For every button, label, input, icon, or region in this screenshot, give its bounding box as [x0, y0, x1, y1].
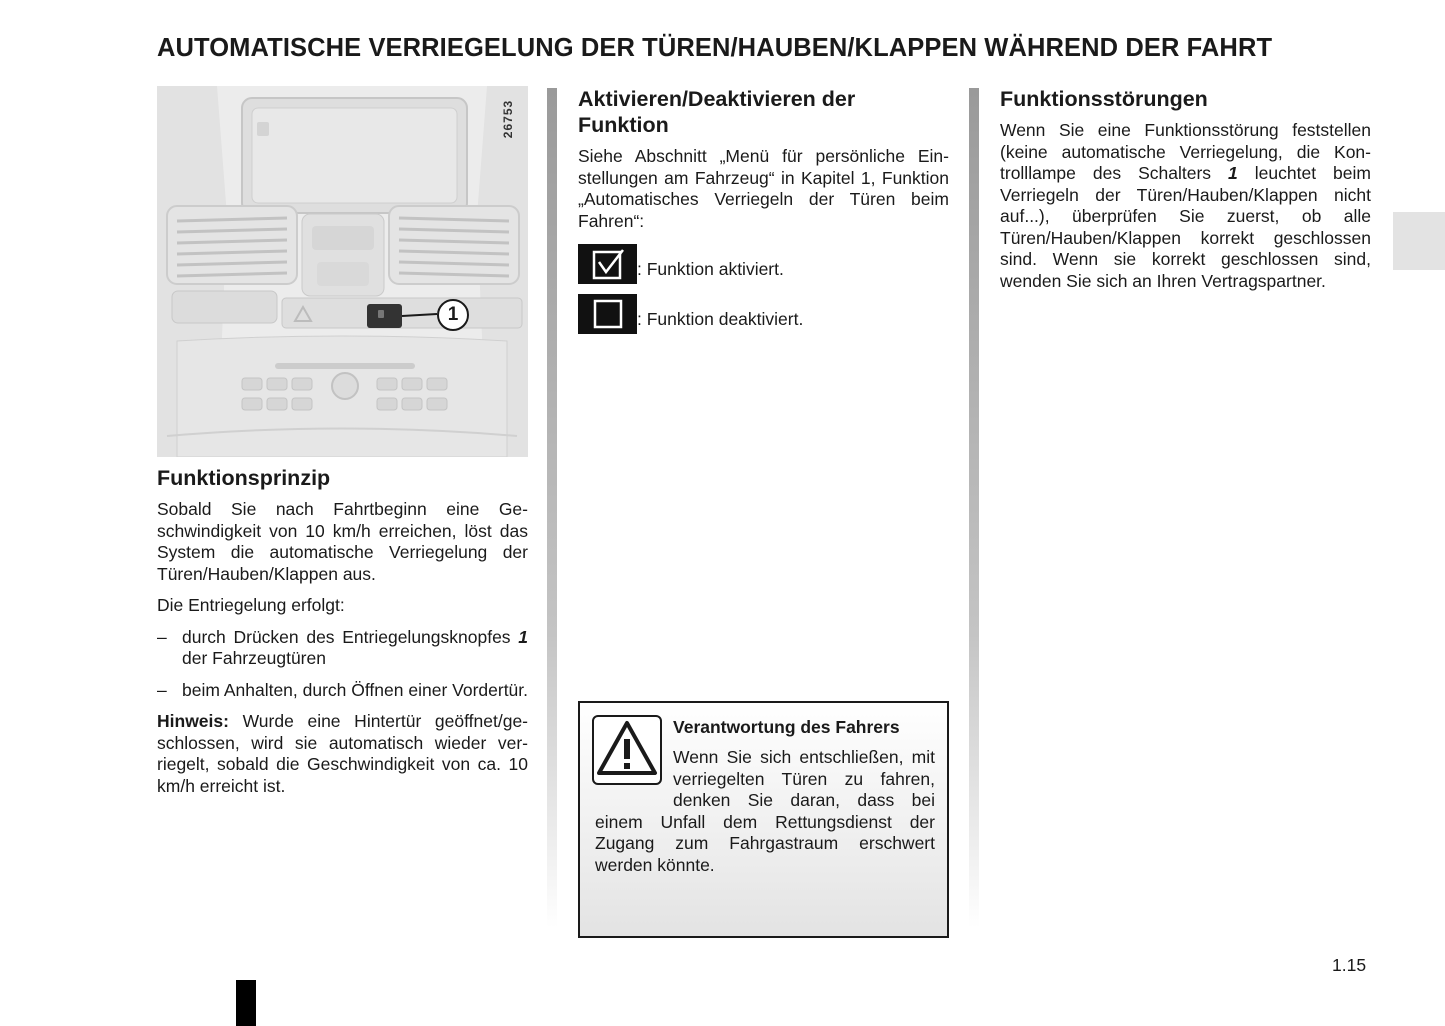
checked-box-icon [578, 244, 637, 284]
checked-label: : Funktion aktiviert. [637, 258, 784, 279]
column-divider [969, 88, 979, 928]
note: Hinweis: Wurde eine Hintertür geöffnet/geschlossen, wird sie automatisch wieder verriegelt, sobald die Geschwindigkeit von ca. 10 km/h erreicht ist. [157, 711, 528, 796]
paragraph: Sobald Sie nach Fahrtbeginn eine Geschwindigkeit von 10 km/h erreichen, löst das System die automatische Verriegelung der Türen/Hauben/Klappen aus. [157, 499, 528, 584]
unchecked-label: : Funktion deaktiviert. [637, 308, 804, 329]
paragraph: Siehe Abschnitt „Menü für persönliche Einstellungen am Fahrzeug“ in Kapitel 1, Funktion „Automatisches Verriegeln der Türen beim Fahren“: [578, 146, 949, 231]
checked-legend [578, 244, 949, 284]
list-item [157, 627, 528, 670]
warning-box [578, 701, 949, 938]
warning-title: Verantwortung des Fahrers [673, 717, 900, 737]
section-heading-principle: Funktionsprinzip [157, 466, 331, 490]
section-heading-malfunction: Funktionsstörungen [1000, 87, 1208, 111]
callout-marker: 1 [437, 299, 469, 331]
dashboard-illustration [157, 86, 528, 457]
unchecked-legend [578, 294, 949, 334]
print-marker [236, 980, 256, 1026]
paragraph: Wenn Sie eine Funktionsstörung feststellen (keine automatische Verriegelung, die Kontrolllampe des Schalters 1 leuchtet beim Verriegeln der Türen/Hauben/Klappen nicht auf...), überprüfen Sie zuerst, ob alle Türen/Hauben/Klappen korrekt geschlossen sind. Wenn sie korrekt geschlossen sind, wenden Sie sich an Ihren Vertragspartner. [1000, 120, 1371, 291]
list-item-text: durch Drücken des Entriegelungsknopfes 1 der Fahrzeugtüren [182, 626, 528, 668]
image-reference-number: 26753 [501, 99, 516, 139]
section-heading-activate: Aktivieren/Deaktivieren der Funktion [578, 87, 856, 137]
column-divider [547, 88, 557, 928]
paragraph: Die Entriegelung erfolgt: [157, 595, 345, 615]
list-item [157, 680, 528, 702]
dashboard-figure [157, 86, 528, 457]
list-item-text: beim Anhalten, durch Öffnen einer Vordertür. [182, 679, 529, 700]
page-number: 1.15 [1332, 955, 1367, 975]
unchecked-box-icon [578, 294, 637, 334]
column-right [1000, 86, 1371, 302]
chapter-tab [1393, 212, 1445, 270]
column-left [157, 86, 528, 807]
list-dash: – [157, 679, 167, 700]
page-title: AUTOMATISCHE VERRIEGELUNG DER TÜREN/HAUBEN/KLAPPEN WÄHREND DER FAHRT [157, 34, 1273, 62]
warning-text: Wenn Sie sich entschließen, mit verriegelten Türen zu fahren, denken Sie daran, dass bei einem Unfall dem Rettungsdienst der Zugang zum Fahrgastraum erschwert werden könnte. [595, 747, 935, 875]
column-middle [578, 86, 949, 344]
list-dash: – [157, 626, 167, 647]
